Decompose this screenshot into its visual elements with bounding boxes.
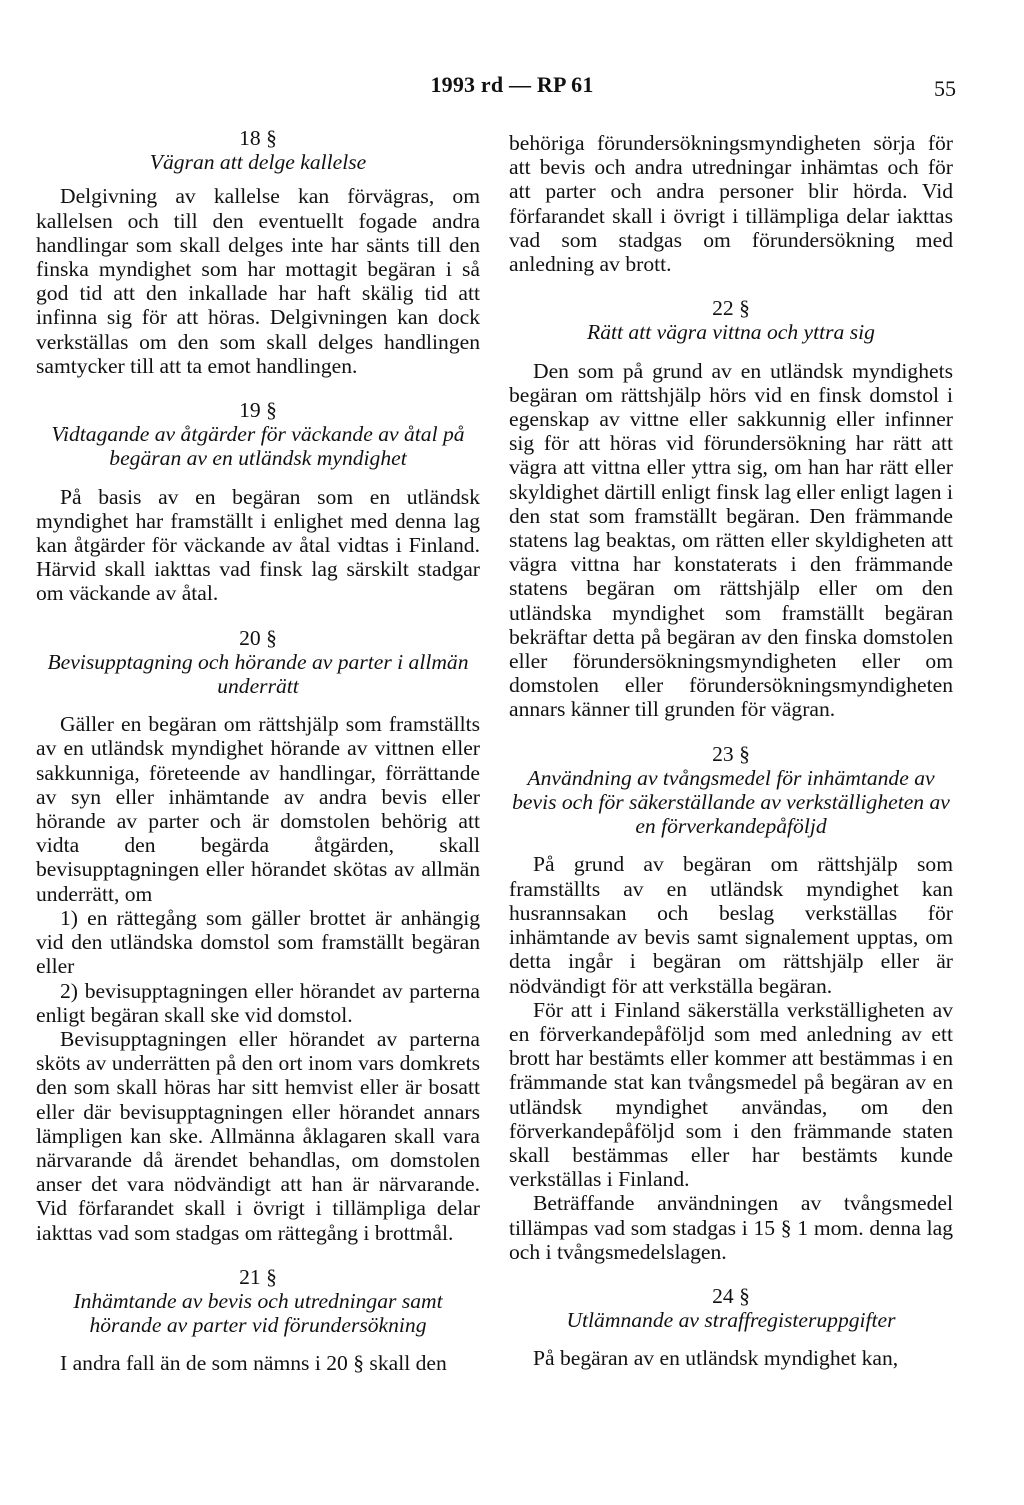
right-column — [509, 131, 953, 1371]
section-number: 19 § — [239, 398, 277, 423]
section-text: Bevisupptagningen eller hörandet av parterna sköts av underrätten på den ort inom vars domkrets den som skall höras har sitt hemvist eller är bosatt eller där bevisupptagningen eller hörandet annars lämpligen kan ske. Allmänna åklagaren skall vara närvarande då ärendet behandlas, om domstolen anser det vara nödvändigt att han är närvarande. Vid förfarandet skall i övrigt i tillämpliga delar iakttas vad som stadgas om rättegång i brottmål. — [36, 1026, 480, 1245]
left-column — [36, 126, 480, 1376]
section-21-continued — [509, 131, 953, 276]
section-text: På basis av en begäran som en utländsk myndighet har framställt i enlighet med denna lag kan åtgärder för väckande av åtal vidtas i Finland. Härvid skall iakttas vad finsk lag särskilt stadgar om väckande av åtal. — [36, 484, 480, 606]
section-number: 22 § — [712, 296, 750, 321]
section-23 — [509, 742, 953, 1264]
section-24 — [509, 1284, 953, 1371]
section-number: 18 § — [239, 126, 277, 150]
section-title: Rätt att vägra vittna och yttra sig — [587, 320, 875, 345]
list-item: 2) bevisupptagningen eller hörandet av parterna enligt begäran skall ske vid domstol. — [36, 978, 480, 1027]
section-text: I andra fall än de som nämns i 20 § skall den — [60, 1351, 447, 1376]
section-text: Delgivning av kallelse kan förvägras, om kallelsen och till den eventuellt fogade andra handlingar som skall delges inte har sänts till den finska myndighet som har mottagit begäran i så god tid att den inkallade har haft skälig tid att infinna sig för att höras. Delgivningen kan dock verkställas om den som skall delges handlingen samtycker till att ta emot handlingen. — [36, 184, 480, 378]
section-number: 20 § — [239, 625, 277, 650]
section-title: Utlämnande av straffregisteruppgifter — [566, 1308, 896, 1333]
section-text: På begäran av en utländsk myndighet kan, — [533, 1346, 899, 1371]
section-number: 21 § — [239, 1264, 277, 1289]
section-text: Gäller en begäran om rättshjälp som framställts av en utländsk myndighet hörande av vittnen eller sakkunniga, företeende av handlingar, förrättande av syn eller inhämtande av andra bevis eller hörande av parter och är domstolen behörig att vidta den begärda åtgärden, skall bevisupptagningen eller hörandet skötas av allmän underrätt, om — [36, 712, 480, 906]
section-22 — [509, 296, 953, 721]
header-title: 1993 rd — RP 61 — [430, 72, 594, 97]
list-item: 1) en rättegång som gäller brottet är anhängig vid den utländska domstol som framställt begäran eller — [36, 905, 480, 979]
section-text: behöriga förundersökningsmyndigheten sörja för att bevis och andra utredningar inhämtas och för att parter och andra personer blir hörda. Vid förfarandet skall i övrigt i tillämpliga delar iakttas vad som stadgas om förundersökning med anledning av brott. — [509, 131, 953, 277]
section-21 — [36, 1265, 480, 1376]
section-20 — [36, 626, 480, 1245]
section-title: Vidtagande av åtgärder för väckande av åtal på begäran av en utländsk myndighet — [51, 422, 465, 471]
section-18 — [36, 126, 480, 378]
section-number: 23 § — [712, 741, 750, 766]
section-title: Bevisupptagning och hörande av parter i allmän underrätt — [47, 649, 469, 699]
section-text: På grund av begäran om rättshjälp som framställts av en utländsk myndighet kan husrannsakan och beslag verkställas för inhämtande av bevis samt signalement upptas, om detta ingår i begäran om rättshjälp eller är nödvändigt för att verkställa begäran. — [509, 852, 953, 998]
section-19 — [36, 398, 480, 606]
section-text: Den som på grund av en utländsk myndighets begäran om rättshjälp hörs vid en finsk domstol i egenskap av vittne eller sakkunnig eller infinner sig för att höras vid förundersökning har rätt att vägra att vittna eller yttra sig, om han har rätt eller skyldighet därtill enligt finsk lag eller enligt lagen i den stat som framställt begäran. Den främmande statens lag beaktas, om rätten eller skyldigheten att vägra vittna har konstaterats i den främmande statens begäran om rättshjälp eller om den utländska myndighet som framställt begäran bekräftar detta på begäran av den finska domstolen eller förundersökningsmyndigheten eller om domstolen eller förundersökningsmyndigheten annars känner till grunden för vägran. — [509, 358, 953, 722]
section-number: 24 § — [712, 1283, 750, 1308]
page-number: 55 — [934, 76, 956, 101]
section-title: Användning av tvångsmedel för inhämtande av bevis och för säkerställande av verkställigheten av en förverkandepåföljd — [512, 765, 950, 839]
page-header — [0, 72, 1024, 106]
section-text: Beträffande användningen av tvångsmedel tillämpas vad som stadgas i 15 § 1 mom. denna lag och i tvångsmedelslagen. — [509, 1191, 953, 1264]
section-title: Vägran att delge kallelse — [149, 150, 367, 175]
section-text: För att i Finland säkerställa verkställigheten av en förverkandepåföljd som med anledning av ett brott har bestämts eller kommer att bestämmas i en främmande stat kan tvångsmedel på begäran av en utländsk myndighet användas, om den förverkandepåföljd som i den främmande staten skall bestämmas eller har bestämts kunde verkställas i Finland. — [509, 997, 953, 1192]
section-title: Inhämtande av bevis och utredningar samt hörande av parter vid förundersökning — [73, 1288, 443, 1338]
